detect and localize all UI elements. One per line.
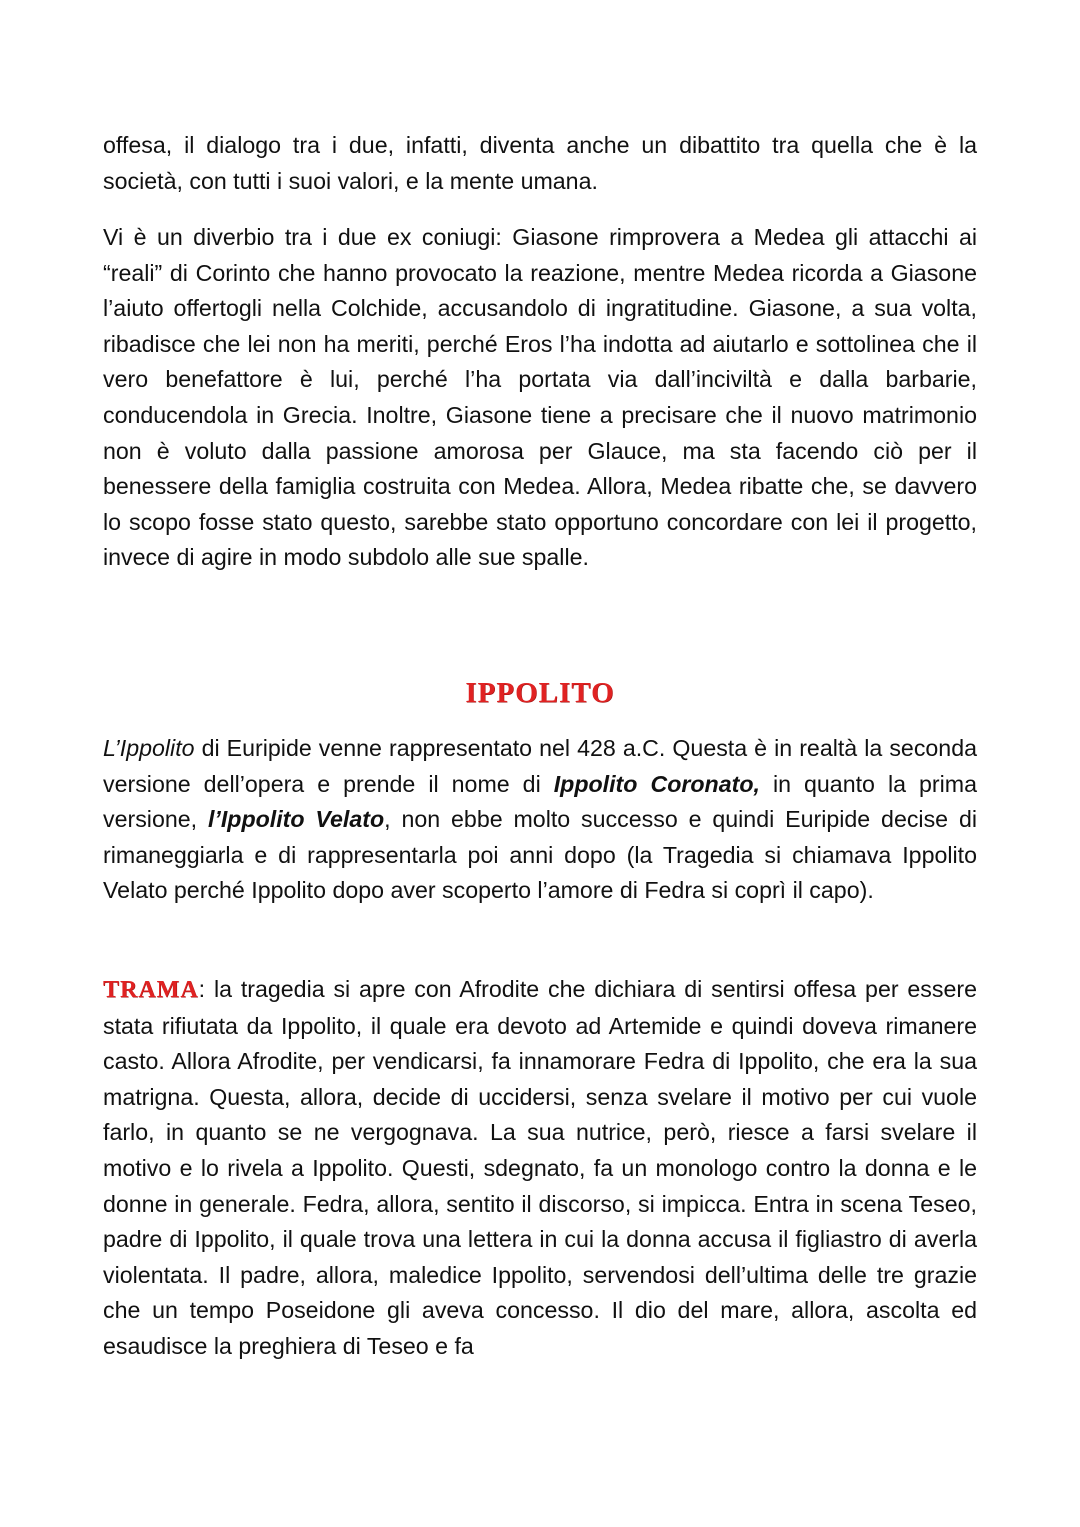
work-title-bold-italic: l’Ippolito Velato xyxy=(207,806,385,833)
work-title-italic: L’Ippolito xyxy=(103,735,195,761)
paragraph-medea-giasone-dispute xyxy=(103,220,977,576)
text-segment: di Euripide venne rappresentato nel 428 a.C. Questa è in realtà la seconda versione dell’opera e prende il nome di xyxy=(103,735,977,797)
paragraph-medea-dialogue xyxy=(103,128,977,199)
paragraph-ippolito-intro xyxy=(103,731,977,909)
work-title-bold-italic: Ippolito Coronato, xyxy=(553,770,760,797)
paragraph-text xyxy=(103,731,977,909)
paragraph-trama xyxy=(103,972,977,1365)
paragraph-text xyxy=(103,972,977,1365)
section-heading-ippolito: IPPOLITO xyxy=(465,677,615,709)
text-segment: in quanto la prima versione, xyxy=(103,770,977,833)
paragraph-text: offesa, il dialogo tra i due, infatti, diventa anche un dibattito tra quella che è la società, con tutti i suoi valori, e la mente umana. xyxy=(103,132,977,194)
text-segment: , non ebbe molto successo e quindi Euripide decise di rimaneggiarla e di rappresentarla poi anni dopo (la Tragedia si chiamava Ippolito Velato perché Ippolito dopo aver scoperto l’amore di Fedra si coprì il capo). xyxy=(103,806,977,904)
trama-label: TRAMA xyxy=(103,977,199,1003)
paragraph-text: Vi è un diverbio tra i due ex coniugi: Giasone rimprovera a Medea gli attacchi ai “reali” di Corinto che hanno provocato la reazione, mentre Medea ricorda a Giasone l’aiuto offertogli nella Colchide, accusandolo di ingratitudine. Giasone, a sua volta, ribadisce che lei non ha meriti, perché Eros l’ha indotta ad aiutarlo e sottolinea che il vero benefattore è lui, perché l’ha portata via dall’inciviltà e dalla barbarie, conducendola in Grecia. Inoltre, Giasone tiene a precisare che il nuovo matrimonio non è voluto dalla passione amorosa per Glauce, ma sta facendo ciò per il benessere della famiglia costruita con Medea. Allora, Medea ribatte che, se davvero lo scopo fosse stato questo, sarebbe stato opportuno concordare con lei il progetto, invece di agire in modo subdolo alle sue spalle. xyxy=(103,224,977,571)
text-segment: : la tragedia si apre con Afrodite che dichiara di sentirsi offesa per essere stata rifiutata da Ippolito, il quale era devoto ad Artemide e quindi doveva rimanere casto. Allora Afrodite, per vendicarsi, fa innamorare Fedra di Ippolito, che era la sua matrigna. Questa, allora, decide di uccidersi, senza svelare il motivo per cui vuole farlo, in quanto se ne vergognava. La sua nutrice, però, riesce a farsi svelare il motivo e lo rivela a Ippolito. Questi, sdegnato, fa un monologo contro la donna e le donne in generale. Fedra, allora, sentito il discorso, si impicca. Entra in scena Teseo, padre di Ippolito, il quale trova una lettera in cui la donna accusa il figliastro di averla violentata. Il padre, allora, maledice Ippolito, servendosi dell’ultima delle tre grazie che un tempo Poseidone gli aveva concesso. Il dio del mare, allora, ascolta ed esaudisce la preghiera di Teseo e fa xyxy=(103,976,977,1359)
